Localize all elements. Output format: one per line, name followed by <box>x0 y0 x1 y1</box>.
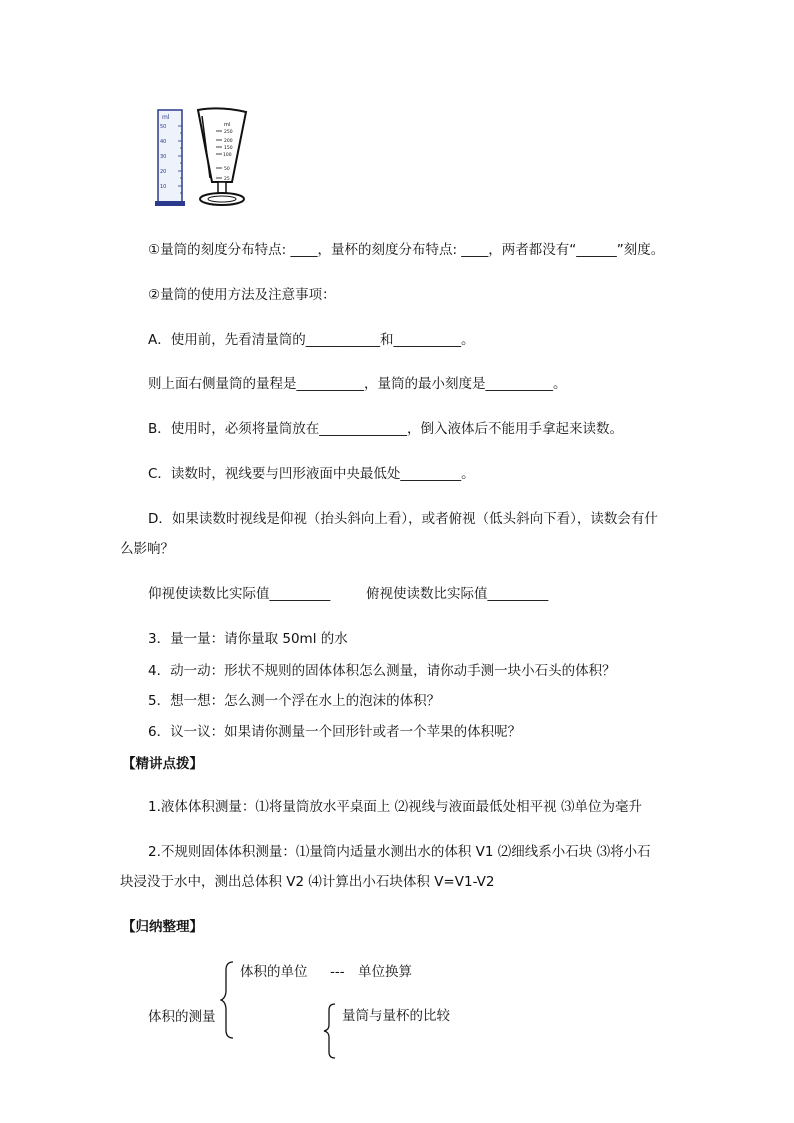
item-c-reading: C．读数时，视线要与凹形液面中央最低处_________。 <box>148 466 475 482</box>
item-a-before-use: A．使用前，先看清量筒的___________和__________。 <box>148 332 475 348</box>
left-brace-icon <box>220 960 236 1040</box>
beaker-tick-25: 25 <box>224 177 230 182</box>
step-3-measure: 3．量一量：请你量取 50ml 的水 <box>148 631 348 647</box>
beaker-unit-label: ml <box>224 122 231 128</box>
section-heading-summary: 【归纳整理】 <box>122 919 203 935</box>
cylinder-unit-label: ml <box>162 114 170 121</box>
item-d-upward-view-answer: 仰视使读数比实际值_________ <box>148 586 331 602</box>
question-1-scale-features: ①量筒的刻度分布特点: ____，量杯的刻度分布特点: ____，两者都没有“______”刻度。 <box>148 242 665 258</box>
question-2-usage-heading: ②量筒的使用方法及注意事项： <box>148 287 336 303</box>
beaker-tick-100: 100 <box>223 153 232 158</box>
cylinder-tick-30: 30 <box>160 154 167 160</box>
beaker-tick-150: 150 <box>224 146 233 151</box>
step-5-think: 5．想一想：怎么测一个浮在水上的泡沫的体积？ <box>148 693 441 709</box>
item-a-range-and-scale: 则上面右侧量筒的量程是__________，量筒的最小刻度是__________。 <box>148 376 567 392</box>
item-d-view-angle-line2: 么影响？ <box>120 541 174 557</box>
point-2-solid-volume-line1: 2.不规则固体体积测量：⑴量筒内适量水测出水的体积 V1 ⑵细线系小石块 ⑶将小石 <box>148 844 651 860</box>
cylinder-tick-40: 40 <box>160 139 167 145</box>
beaker-tick-250: 250 <box>224 130 233 135</box>
section-heading-key-points: 【精讲点拨】 <box>122 756 203 772</box>
tree-root-volume-measurement: 体积的测量 <box>148 1009 216 1025</box>
item-d-downward-view-answer: 俯视使读数比实际值_________ <box>366 586 549 602</box>
tree-cylinder-vs-beaker: 量筒与量杯的比较 <box>342 1008 450 1024</box>
item-b-during-use: B．使用时，必须将量筒放在_____________，倒入液体后不能用手拿起来读数。 <box>148 421 624 437</box>
cylinder-tick-20: 20 <box>160 169 167 175</box>
beaker-tick-200: 200 <box>224 139 233 144</box>
tree-unit-conversion: 单位换算 <box>358 964 412 980</box>
point-2-solid-volume-line2: 块浸没于水中，测出总体积 V2 ⑷计算出小石块体积 V=V1-V2 <box>120 874 495 890</box>
item-d-view-angle-line1: D．如果读数时视线是仰视（抬头斜向上看），或者俯视（低头斜向下看），读数会有什 <box>148 511 658 527</box>
cylinder-tick-50: 50 <box>160 124 167 130</box>
step-6-discuss: 6．议一议：如果请你测量一个回形针或者一个苹果的体积呢？ <box>148 724 522 740</box>
tree-volume-unit: 体积的单位 <box>240 964 308 980</box>
measuring-cylinder-beaker-figure <box>150 104 260 210</box>
point-1-liquid-volume: 1.液体体积测量：⑴将量筒放水平桌面上 ⑵视线与液面最低处相平视 ⑶单位为毫升 <box>148 799 642 815</box>
measuring-beaker-icon <box>198 108 246 205</box>
beaker-tick-50: 50 <box>224 167 230 172</box>
inner-left-brace-icon <box>322 1002 338 1060</box>
tree-dash: --- <box>330 964 345 980</box>
cylinder-tick-10: 10 <box>160 184 167 190</box>
measuring-cylinder-icon <box>155 110 185 206</box>
step-4-hands-on: 4．动一动：形状不规则的固体体积怎么测量，请你动手测一块小石头的体积？ <box>148 663 616 679</box>
